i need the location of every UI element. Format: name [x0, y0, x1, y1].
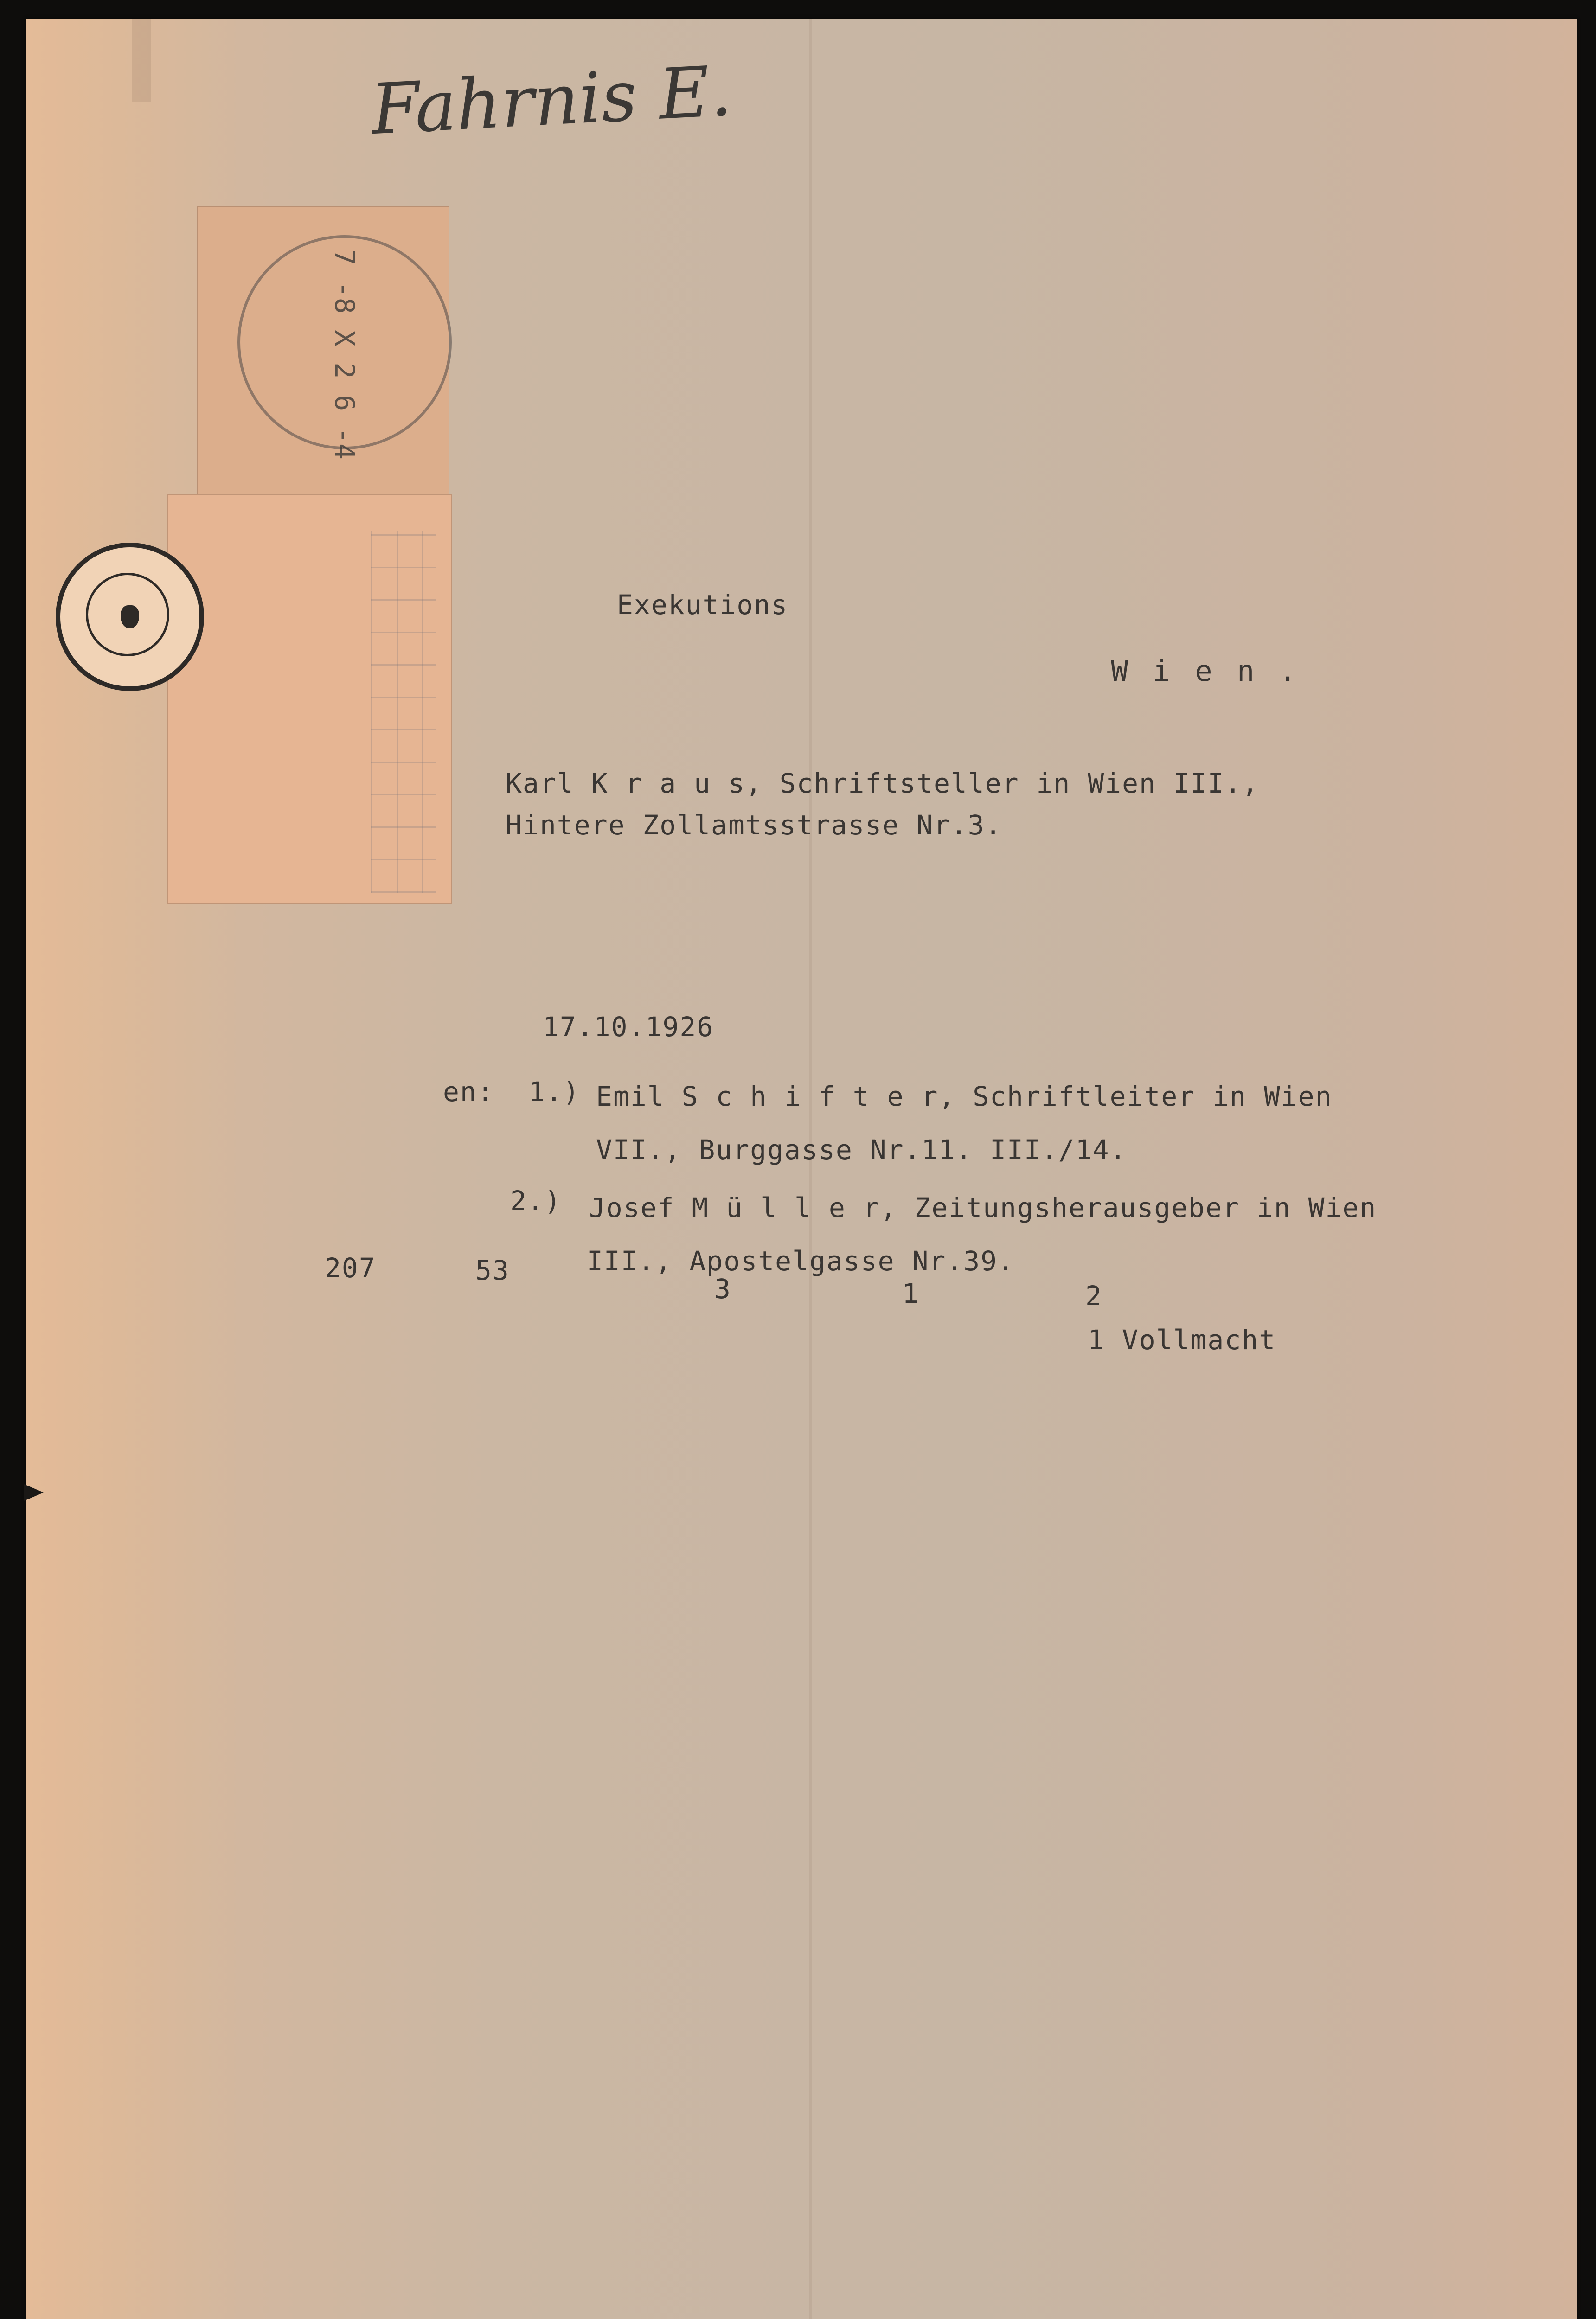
stamp-grid — [371, 531, 436, 893]
defendant-2-line1: Josef M ü l l e r, Zeitungsherausgeber in Wien — [589, 1192, 1377, 1224]
figure-1: 1 — [902, 1278, 919, 1309]
place: W i e n . — [1111, 654, 1300, 688]
margin-mark — [24, 1484, 44, 1501]
seal-inner-ring — [86, 573, 169, 656]
defendant-2-number: 2.) — [510, 1185, 562, 1217]
eagle-emblem-icon — [121, 605, 139, 628]
defendant-2-line2: III., Apostelgasse Nr.39. — [587, 1245, 1015, 1277]
stamp-top — [197, 206, 449, 496]
handwritten-note: Fahrnis E. — [369, 51, 734, 151]
official-seal — [56, 543, 204, 691]
defendant-1-line1: Emil S c h i f t e r, Schriftleiter in Wien — [596, 1081, 1333, 1112]
defendant-1-line2: VII., Burggasse Nr.11. III./14. — [596, 1134, 1127, 1166]
plaintiff-name: Karl K r a u s — [506, 768, 745, 799]
paper-tear — [132, 19, 151, 102]
date: 17.10.1926 — [543, 1011, 714, 1043]
plaintiff-line2: Hintere Zollamtsstrasse Nr.3. — [506, 809, 1002, 841]
figure-53: 53 — [475, 1255, 510, 1286]
postmark — [237, 235, 452, 460]
figure-3: 3 — [714, 1273, 731, 1305]
attachment-note: 1 Vollmacht — [1088, 1324, 1276, 1356]
figure-2: 2 — [1085, 1280, 1102, 1312]
fold-crease — [809, 19, 812, 2319]
plaintiff-address-1: , Schriftsteller in Wien III., — [745, 768, 1259, 799]
defendant-1-number: 1.) — [529, 1076, 580, 1108]
plaintiff-line1 — [506, 768, 1259, 799]
heading: Exekutions — [617, 589, 788, 621]
defendants-prefix: en: — [443, 1076, 494, 1108]
revenue-stamp-block — [167, 206, 452, 902]
figure-207: 207 — [325, 1252, 376, 1284]
postmark-date: 7 -8 X 2 6 -4 — [329, 249, 360, 460]
